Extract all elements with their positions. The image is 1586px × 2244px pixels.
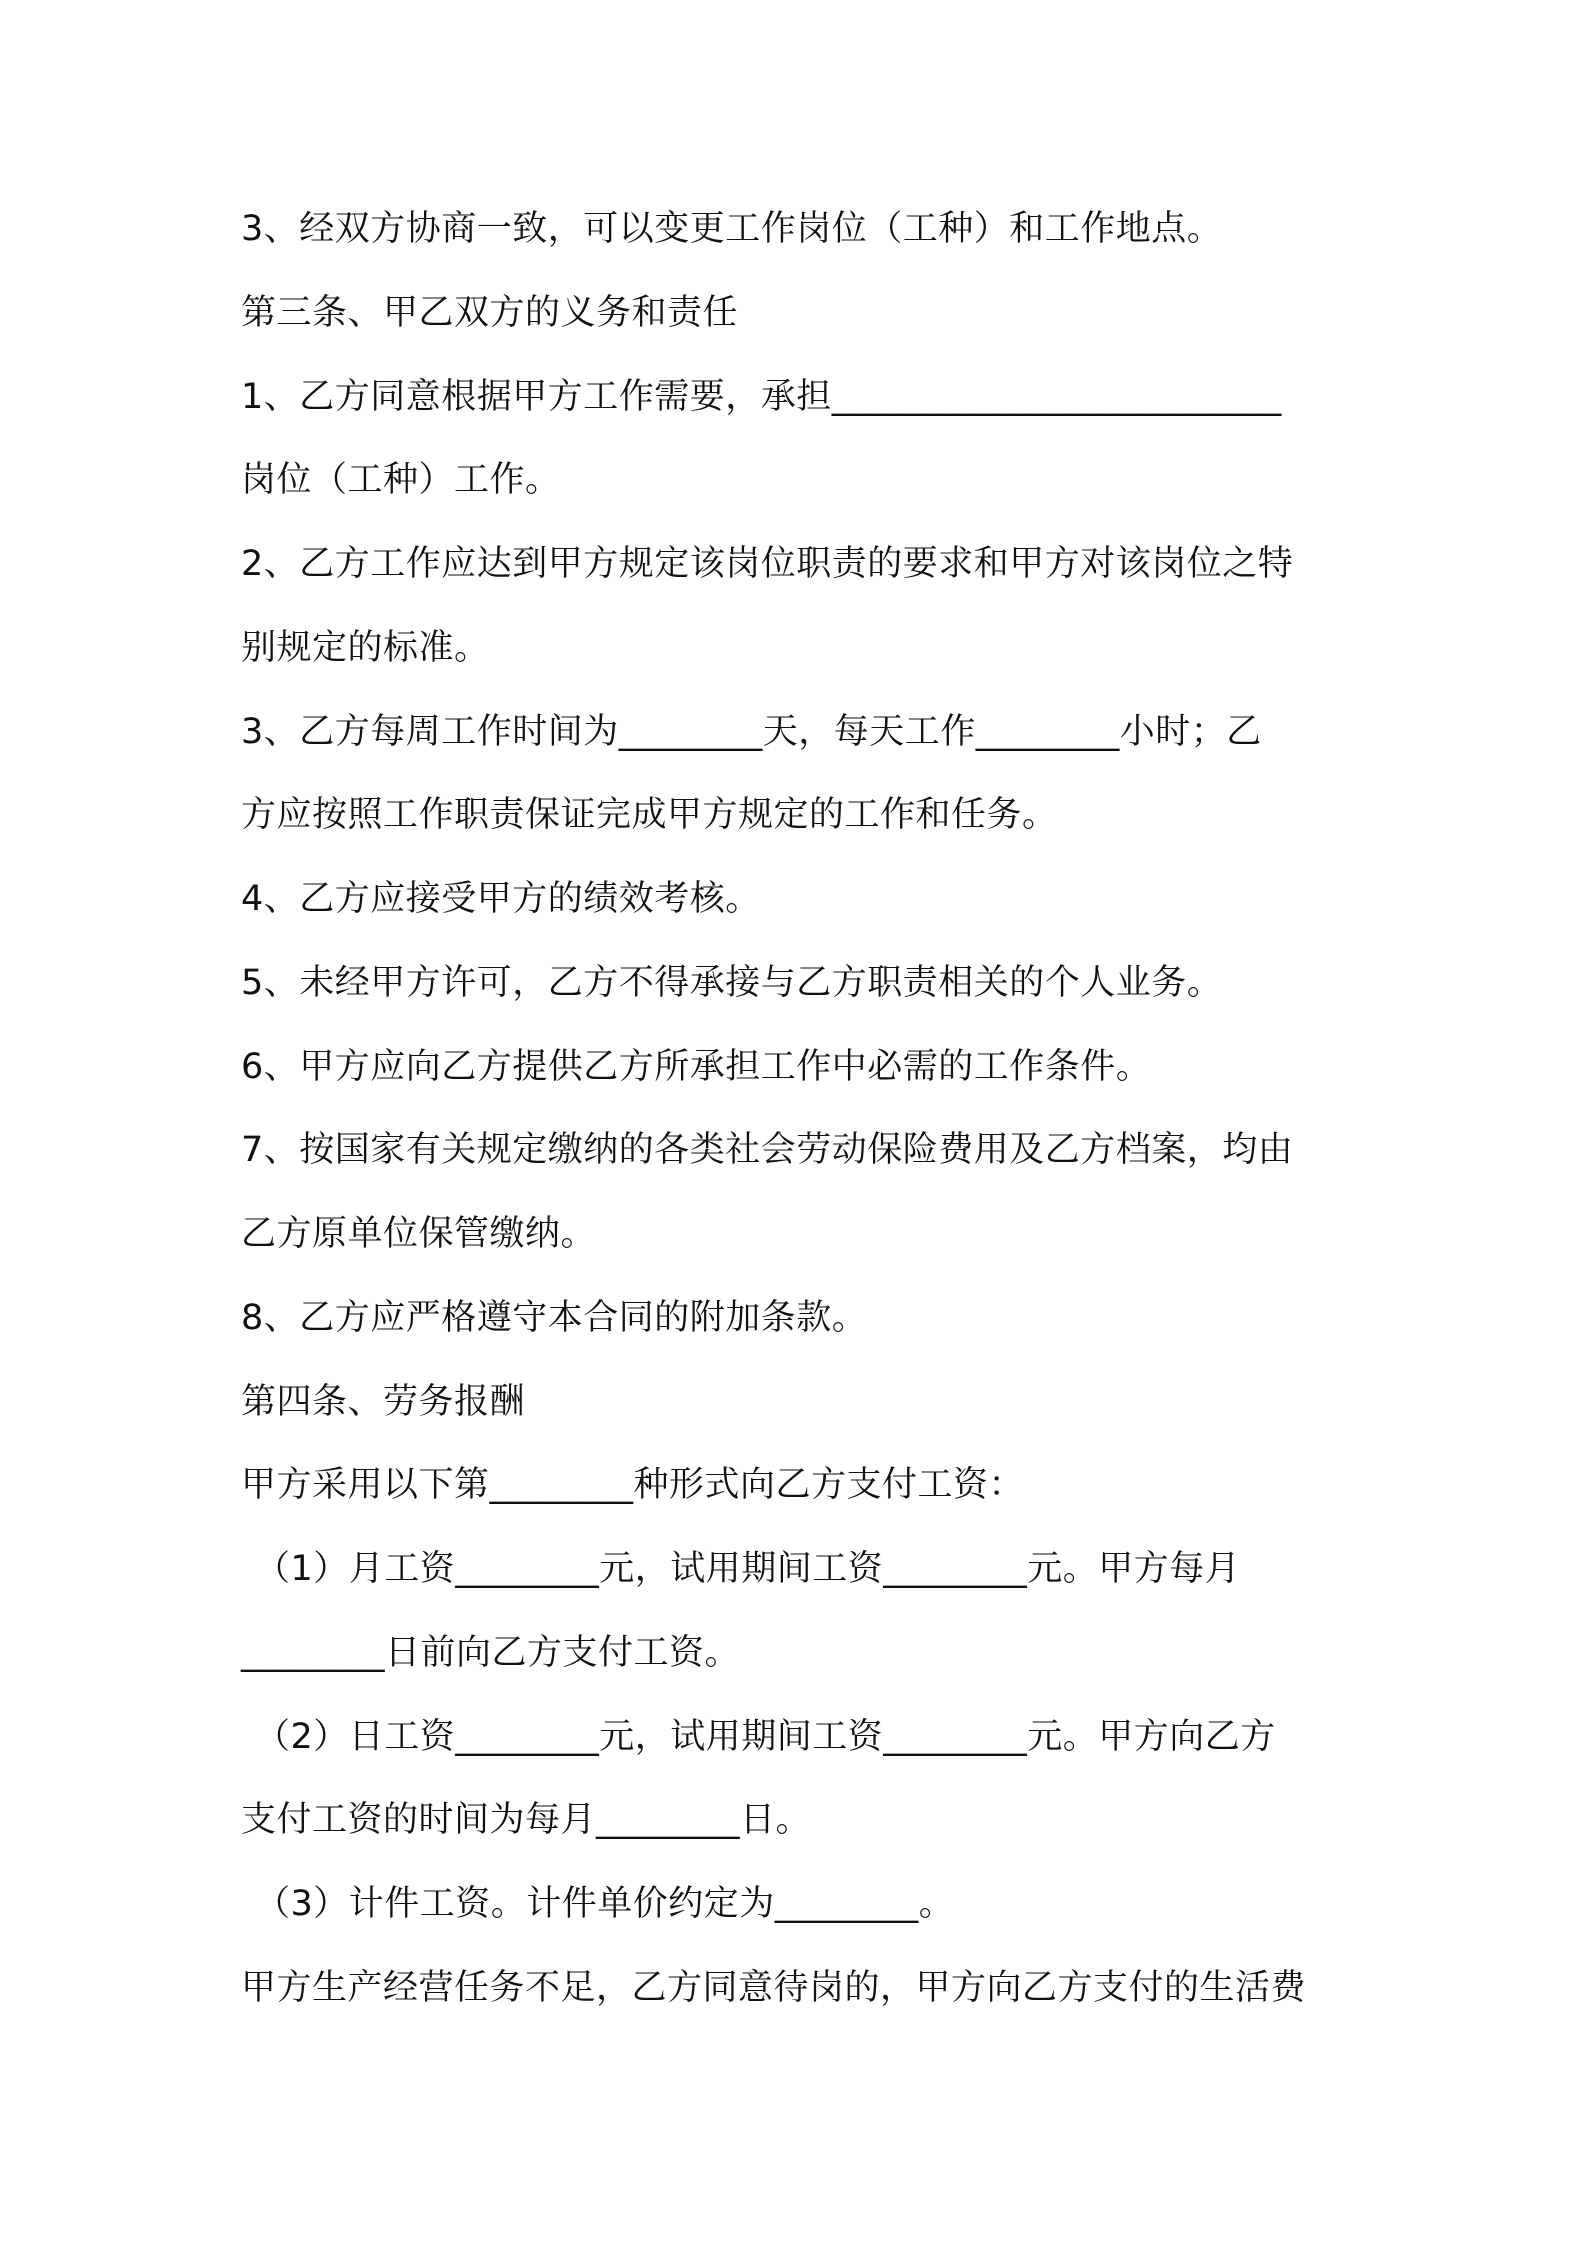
payment-option-2-line-2: 支付工资的时间为每月________日。: [241, 1800, 812, 1840]
article-3-item-4: 4、乙方应接受甲方的绩效考核。: [241, 879, 761, 919]
article-4-intro: 甲方采用以下第________种形式向乙方支付工资：: [241, 1465, 1025, 1505]
article-3-item-1-line-1: 1、乙方同意根据甲方工作需要，承担_________________________: [241, 377, 1282, 417]
article-4-heading: 第四条、劳务报酬: [241, 1382, 526, 1422]
payment-option-1-line-1: （1）月工资________元，试用期间工资________元。甲方每月: [255, 1549, 1241, 1589]
article-3-item-1-line-2: 岗位（工种）工作。: [241, 460, 561, 500]
standby-pay-clause: 甲方生产经营任务不足，乙方同意待岗的，甲方向乙方支付的生活费: [241, 1968, 1307, 2008]
article-3-item-5: 5、未经甲方许可，乙方不得承接与乙方职责相关的个人业务。: [241, 963, 1223, 1003]
article-3-item-3-line-1: 3、乙方每周工作时间为________天，每天工作________小时；乙: [241, 712, 1262, 752]
payment-option-1-line-2: ________日前向乙方支付工资。: [241, 1633, 741, 1673]
article-3-item-3-line-2: 方应按照工作职责保证完成甲方规定的工作和任务。: [241, 795, 1058, 835]
payment-option-3: （3）计件工资。计件单价约定为________。: [255, 1884, 955, 1924]
article-3-heading: 第三条、甲乙双方的义务和责任: [241, 293, 739, 333]
article-3-item-7-line-1: 7、按国家有关规定缴纳的各类社会劳动保险费用及乙方档案，均由: [241, 1130, 1294, 1170]
article-3-item-7-line-2: 乙方原单位保管缴纳。: [241, 1214, 597, 1254]
article-3-item-2-line-1: 2、乙方工作应达到甲方规定该岗位职责的要求和甲方对该岗位之特: [241, 544, 1294, 584]
clause-2-item-3: 3、经双方协商一致，可以变更工作岗位（工种）和工作地点。: [241, 209, 1223, 249]
article-3-item-2-line-2: 别规定的标准。: [241, 628, 490, 668]
article-3-item-8: 8、乙方应严格遵守本合同的附加条款。: [241, 1298, 868, 1338]
payment-option-2-line-1: （2）日工资________元，试用期间工资________元。甲方向乙方: [255, 1717, 1276, 1757]
article-3-item-6: 6、甲方应向乙方提供乙方所承担工作中必需的工作条件。: [241, 1047, 1152, 1087]
